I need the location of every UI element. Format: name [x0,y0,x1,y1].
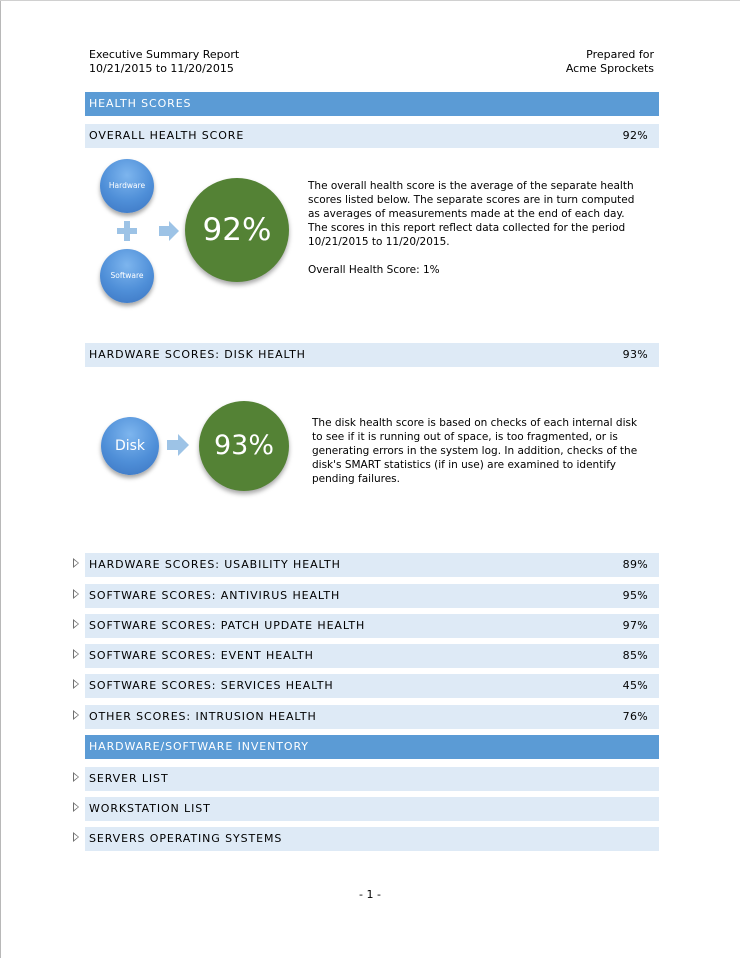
score-row-label: SOFTWARE SCORES: SERVICES HEALTH [89,679,334,692]
hardware-bubble [100,159,154,213]
expand-triangle-icon[interactable] [73,772,79,782]
overall-health-label: OVERALL HEALTH SCORE [89,129,245,142]
servers-os-row[interactable] [85,827,659,851]
overall-score-value: 92% [202,212,272,248]
disk-bubble [101,417,159,475]
patch-update-health-row[interactable] [85,614,659,638]
page-edge-top [0,0,740,1]
usability-health-row[interactable] [85,553,659,577]
overall-score-circle [185,178,289,282]
expand-triangle-icon[interactable] [73,679,79,689]
overall-description [308,179,646,277]
prepared-for-label: Prepared for [586,48,654,61]
report-header-right [566,48,654,76]
hardware-bubble-label: Hardware [108,181,146,190]
report-title: Executive Summary Report [89,48,240,61]
client-name: Acme Sprockets [565,62,654,75]
overall-health-score-row [85,124,659,148]
health-scores-heading-text: HEALTH SCORES [89,97,192,110]
score-row-label: HARDWARE SCORES: USABILITY HEALTH [89,558,341,571]
software-bubble-label: Software [110,271,144,280]
intrusion-health-row[interactable] [85,705,659,729]
inventory-row-label: SERVER LIST [89,772,169,785]
workstation-list-row[interactable] [85,797,659,821]
disk-bubble-label: Disk [114,438,146,454]
expand-triangle-icon[interactable] [73,832,79,842]
score-row-pct: 85% [622,649,648,662]
server-list-row[interactable] [85,767,659,791]
disk-health-row [85,343,659,367]
expand-triangle-icon[interactable] [73,619,79,629]
expand-triangle-icon[interactable] [73,802,79,812]
overall-description-text: The overall health score is the average of the separate health scores listed below. The separate scores are in turn computed as averages of measurements made at the end of each day. The scores in this report reflect data collected for the period 10/21/2015 to 11/20/2015. [308,180,635,248]
antivirus-health-row[interactable] [85,584,659,608]
inventory-row-label: SERVERS OPERATING SYSTEMS [89,832,283,845]
page-number: - 1 - [359,888,381,901]
disk-health-pct: 93% [622,348,648,361]
score-row-pct: 76% [622,710,648,723]
expand-triangle-icon[interactable] [73,558,79,568]
score-row-pct: 97% [622,619,648,632]
event-health-row[interactable] [85,644,659,668]
overall-health-note: Overall Health Score: 1% [308,264,440,276]
software-bubble [100,249,154,303]
disk-health-label: HARDWARE SCORES: DISK HEALTH [89,348,306,361]
score-row-pct: 95% [622,589,648,602]
page-edge [0,0,1,958]
inventory-heading [85,735,659,759]
disk-score-value: 93% [213,430,274,461]
report-header-left [89,48,239,76]
score-row-pct: 45% [622,679,648,692]
report-date-range: 10/21/2015 to 11/20/2015 [89,62,234,75]
expand-triangle-icon[interactable] [73,589,79,599]
right-arrow-icon [158,220,180,242]
score-row-label: OTHER SCORES: INTRUSION HEALTH [89,710,317,723]
overall-health-pct: 92% [622,129,648,142]
right-arrow-icon [166,433,190,457]
plus-icon [115,219,139,243]
score-row-label: SOFTWARE SCORES: PATCH UPDATE HEALTH [89,619,366,632]
inventory-heading-text: HARDWARE/SOFTWARE INVENTORY [89,740,309,753]
score-row-label: SOFTWARE SCORES: EVENT HEALTH [89,649,314,662]
disk-description [312,416,650,486]
score-row-pct: 89% [622,558,648,571]
services-health-row[interactable] [85,674,659,698]
score-row-label: SOFTWARE SCORES: ANTIVIRUS HEALTH [89,589,341,602]
expand-triangle-icon[interactable] [73,710,79,720]
disk-description-text: The disk health score is based on checks of each internal disk to see if it is running out of space, is too fragmented, or is generating errors in the system log. In addition, checks of the disk's SMART statistics (if in use) are examined to identify pending failures. [312,417,638,485]
health-scores-heading [85,92,659,116]
inventory-row-label: WORKSTATION LIST [89,802,211,815]
disk-score-circle [199,401,289,491]
expand-triangle-icon[interactable] [73,649,79,659]
